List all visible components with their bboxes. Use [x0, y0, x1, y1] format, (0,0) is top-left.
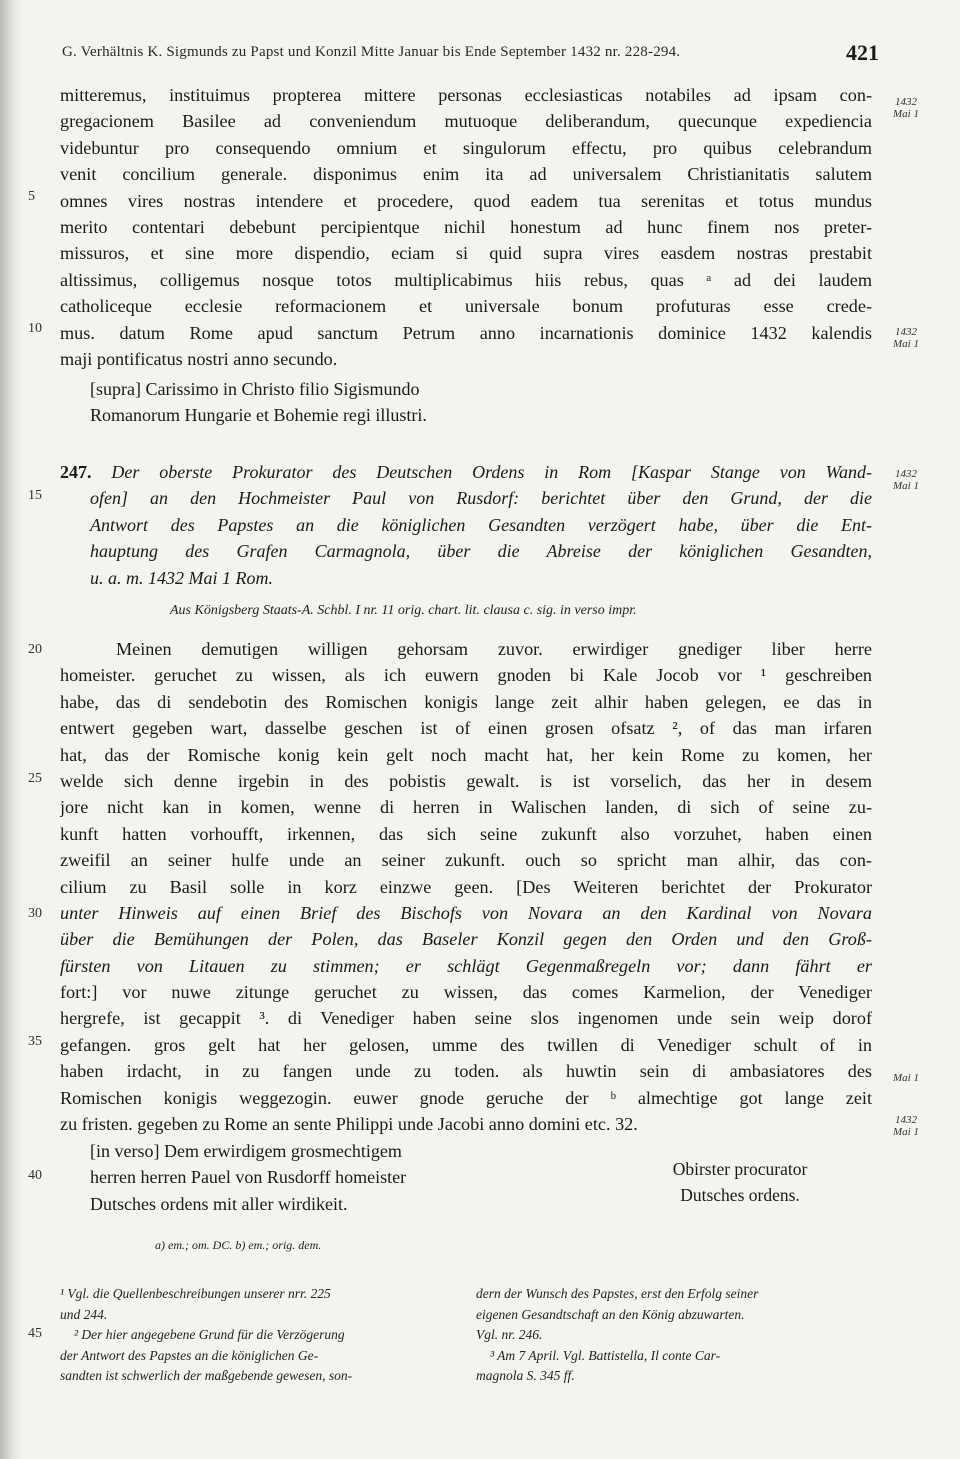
footnotes-left-column [60, 1284, 460, 1387]
title-line: u. a. m. 1432 Mai 1 Rom. [90, 567, 273, 588]
text-line: homeister. geruchet zu wissen, als ich euwern gnoden bi Kale Jocob vor ¹ geschreiben [60, 665, 872, 686]
footnote-line: eigenen Gesandtschaft an den König abzuwarten. [476, 1306, 745, 1322]
text-line: zweifil an seiner hulfe unde an seiner zukunft. ouch so spricht man alhir, das con- [60, 850, 872, 871]
footnotes-right-column [476, 1284, 876, 1387]
footnote-line: sandten ist schwerlich der maßgebende gewesen, son- [60, 1368, 353, 1383]
line-number: 20 [28, 642, 42, 657]
line-number: 5 [28, 189, 35, 204]
letter-address [90, 376, 690, 429]
margin-date-note: 1432 Mai 1 [893, 96, 919, 120]
signature-line: Dutsches ordens. [680, 1185, 800, 1205]
address-line: Romanorum Hungarie et Bohemie regi illustri. [90, 405, 427, 426]
address-line: herren herren Pauel von Rusdorff homeister [90, 1167, 407, 1188]
text-line: haben irdacht, in zu fangen unde zu toden. als huwtin sein di ambasiatores des [60, 1061, 872, 1082]
textual-notes: a) em.; om. DC. b) em.; orig. dem. [155, 1238, 322, 1252]
text-line: videbuntur pro consequendo omnium et singulorum effectu, pro quibus celebrandum [60, 137, 872, 158]
text-line: mus. datum Rome apud sanctum Petrum anno incarnationis dominice 1432 kalendis [60, 322, 872, 343]
margin-date-note: 1432 Mai 1 [893, 1114, 919, 1138]
address-line: [supra] Carissimo in Christo filio Sigismundo [90, 379, 420, 399]
running-header: G. Verhältnis K. Sigmunds zu Papst und Konzil Mitte Januar bis Ende September 1432 nr. 228-294. [62, 44, 681, 60]
page-gutter-shadow [0, 0, 22, 1459]
letter-247-address [90, 1138, 610, 1217]
letter-247-body [60, 636, 872, 1137]
letter-continuation [60, 82, 872, 372]
text-line: fort:] vor nuwe zitunge geruchet zu wissen, das comes Karmelion, der Venediger [60, 982, 872, 1003]
margin-date-note: 1432 Mai 1 [893, 468, 919, 492]
footnote-line: ³ Am 7 April. Vgl. Battistella, Il conte Car- [490, 1347, 721, 1363]
text-line: welde sich denne irgebin in des pobistis gewalt. is ist vorselich, das her in desem [60, 770, 872, 791]
text-line: maji pontificatus nostri anno secundo. [60, 348, 338, 369]
text-line: catholiceque ecclesie reformacionem et universale bonum profuturas esse crede- [60, 296, 872, 317]
title-line: Antwort des Papstes an die königlichen Gesandten verzögert habe, über die Ent- [90, 514, 872, 535]
text-line: hat, das der Romische konig kein gelt noch macht hat, her kein Rome zu komen, her [60, 744, 872, 765]
text-line: missuros, et sine more dispendio, eciam si quid supra vires easdem nostras prestabit [60, 243, 872, 264]
line-number: 45 [28, 1326, 42, 1341]
signature-line: Obirster procurator [672, 1159, 808, 1179]
text-line: altissimus, colligemus nosque totos multiplicabimus hiis rebus, quas ᵃ ad dei laudem [60, 269, 872, 290]
text-line: über die Bemühungen der Polen, das Baseler Konzil gegen den Orden und den Groß- [60, 929, 872, 950]
line-number: 10 [28, 321, 42, 336]
text-line: merito contentari debebunt percipientque nichil honestum ad hunc finem nos preter- [60, 216, 872, 237]
line-number: 35 [28, 1034, 42, 1049]
margin-date-note: 1432 Mai 1 [893, 326, 919, 350]
text-line: gefangen. gros gelt hat her gelosen, umme des twillen di Venediger schult of in [60, 1034, 872, 1055]
text-line: kunft hatten vorhoufft, irkennen, das sich seine zukunft also vorzuhet, haben einen [60, 823, 872, 844]
footnote-line: magnola S. 345 ff. [476, 1368, 575, 1383]
title-line: hauptung des Grafen Carmagnola, über die Abreise der königlichen Gesandten, [90, 541, 872, 562]
text-line: unter Hinweis auf einen Brief des Bischofs von Novara an den Kardinal von Novara [60, 902, 872, 923]
line-number: 25 [28, 771, 42, 786]
footnote-line: dern der Wunsch des Papstes, erst den Erfolg seiner [476, 1286, 759, 1301]
margin-date-note: Mai 1 [893, 1072, 919, 1084]
text-line: gregacionem Basilee ad conveniendum mutuoque deliberandum, quecunque expediencia [60, 111, 872, 132]
text-line: Meinen demutigen willigen gehorsam zuvor. erwirdiger gnediger liber herre [116, 639, 872, 659]
text-line: mitteremus, instituimus propterea mittere personas ecclesiasticas notabiles ad ipsam con- [60, 85, 872, 105]
text-line: zu fristen. gegeben zu Rome an sente Philippi unde Jacobi anno domini etc. 32. [60, 1114, 638, 1135]
line-number: 30 [28, 906, 42, 921]
text-line: fürsten von Litauen zu stimmen; er schlägt Gegenmaßregeln vor; dann fährt er [60, 955, 872, 976]
source-citation: Aus Königsberg Staats-A. Schbl. I nr. 11 orig. chart. lit. clausa c. sig. in verso impr. [170, 603, 637, 618]
footnote-line: und 244. [60, 1306, 108, 1322]
text-line: entwert gegeben wart, dasselbe geschen ist of einen grosen ofsatz ², of das man irfaren [60, 718, 872, 739]
address-line: Dutsches ordens mit aller wirdikeit. [90, 1193, 348, 1214]
title-line: ofen] an den Hochmeister Paul von Rusdorf: berichtet über den Grund, der die [90, 488, 872, 509]
address-line: [in verso] Dem erwirdigem grosmechtigem [90, 1141, 402, 1161]
footnote-line: der Antwort des Papstes an die königlichen Ge- [60, 1347, 319, 1363]
footnote-line: Vgl. nr. 246. [476, 1327, 543, 1342]
footnote-line: ¹ Vgl. die Quellenbeschreibungen unserer nrr. 225 [60, 1286, 331, 1301]
text-line: omnes vires nostras intendere et procedere, quod eadem tua serenitas et totus mundus [60, 190, 872, 211]
letter-signature [640, 1156, 840, 1208]
text-line: venit concilium generale. disponimus enim ita ad universalem Christianitatis salutem [60, 164, 872, 185]
text-line: jore nicht kan in komen, wenne di herren in Walischen landen, di sich of seine zu- [60, 797, 872, 818]
text-line: habe, das di sendebotin des Romischen konigis lange zeit alhir haben gelegen, ee das in [60, 691, 872, 712]
document-247-title [60, 460, 872, 592]
text-line: cilium zu Basil solle in korz einzwe geen. [Des Weiteren berichtet der Prokurator [60, 876, 872, 897]
line-number: 15 [28, 488, 42, 503]
text-line: Romischen konigis weggezogin. euwer gnode geruche der ᵇ almechtige got lange zeit [60, 1087, 872, 1108]
page-number: 421 [846, 40, 879, 65]
text-line: hergrefe, ist gecappit ³. di Venediger haben seine slos ingenomen unde sein weip dorof [60, 1008, 872, 1029]
footnote-line: ² Der hier angegebene Grund für die Verzögerung [74, 1327, 345, 1342]
document-number: 247. [60, 462, 92, 482]
title-line: 247. Der oberste Prokurator des Deutschen Ordens in Rom [Kaspar Stange von Wand- [60, 462, 872, 482]
line-number: 40 [28, 1168, 42, 1183]
